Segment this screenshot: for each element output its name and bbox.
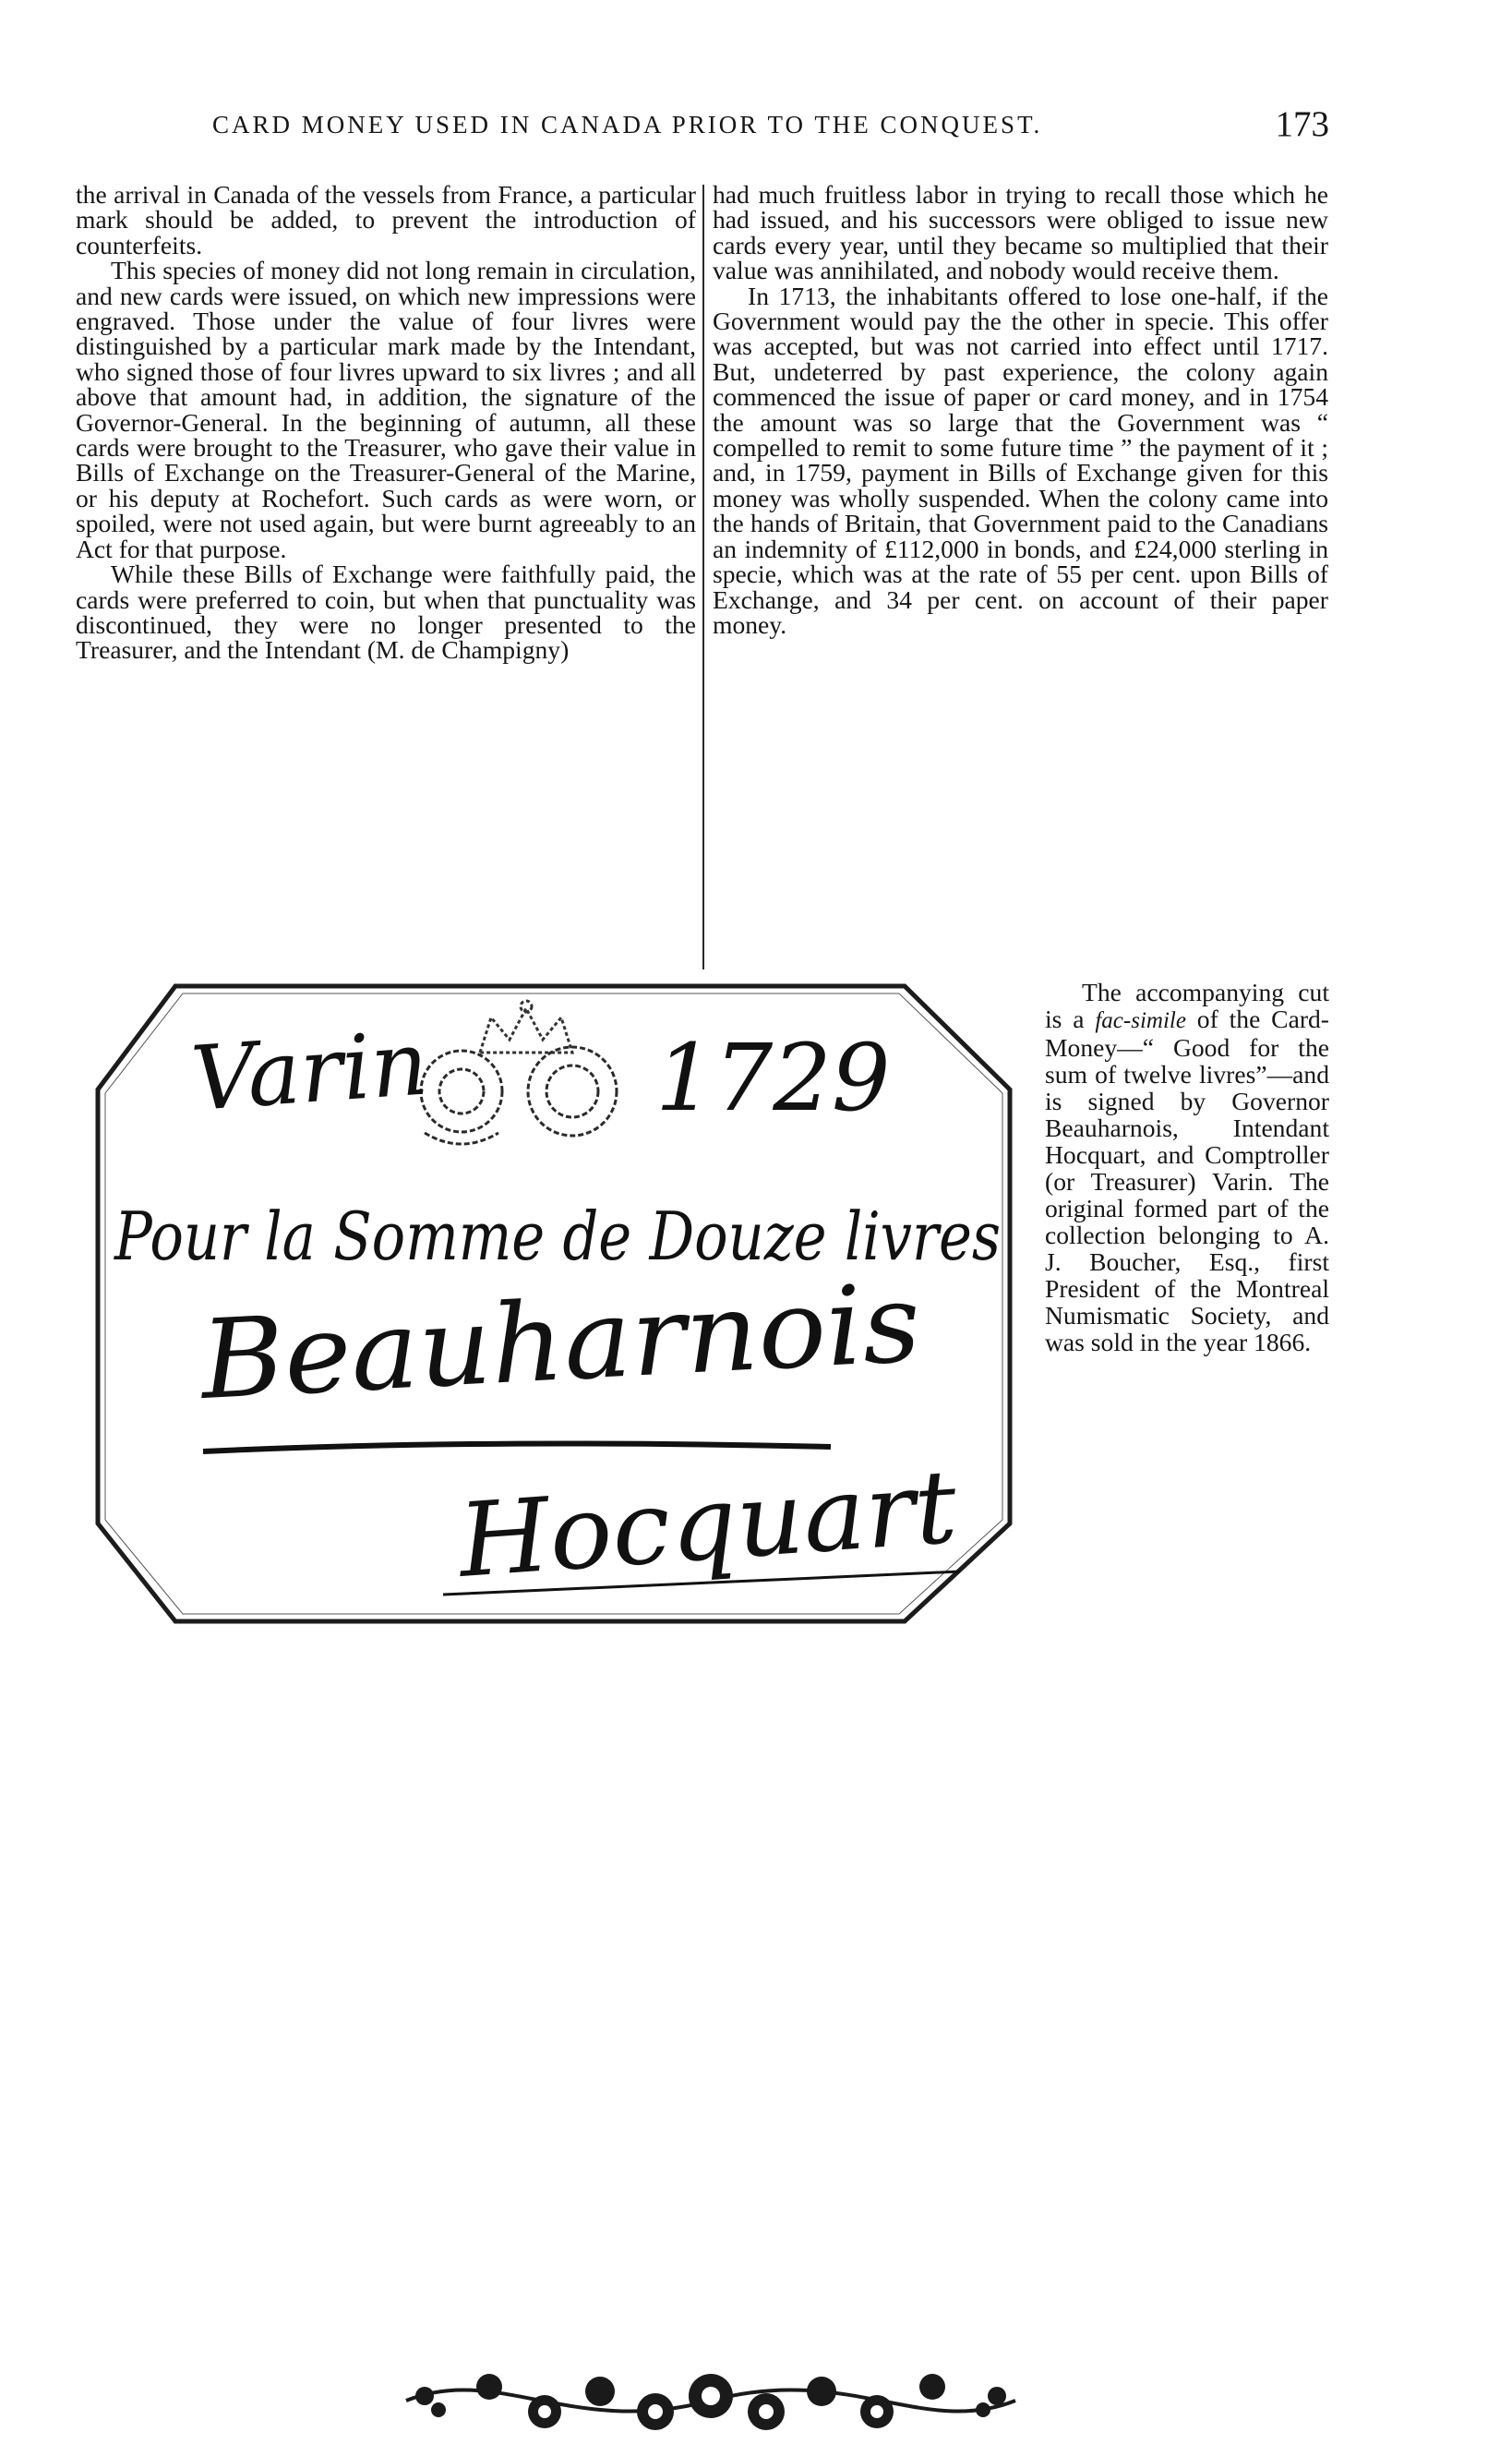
facsimile-caption [1045, 979, 1329, 1355]
signature-beauharnois: Beauharnois [198, 1259, 897, 1424]
card-money-facsimile [92, 981, 1015, 1627]
right-column [713, 182, 1328, 637]
column-divider [702, 185, 704, 969]
floral-ornament-icon [388, 2345, 1034, 2456]
left-paragraph-2: This species of money did not long remain in circulation, and new cards were issued, on which new impressions were engraved. Those under the value of four livres were distinguished by a particular mark made by the Intendant, who signed those of four livres upward to six livres ; and all above that amount had, in addition, the signature of the Governor-General. In the beginning of autumn, all these cards were brought to the Treasurer, who gave their value in Bills of Exchange on the Treasurer-General of the Marine, or his deputy at Rochefort. Such cards as were worn, or spoiled, were not used again, but were burnt agreeably to an Act for that purpose. [76, 256, 696, 563]
right-paragraph-2: In 1713, the inhabitants offered to lose one-half, if the Government would pay the the other in specie. This offer was accepted, but was not carried into effect until 1717. But, undeterred by past experience, the colony again commenced the issue of paper or card money, and in 1754 the amount was so large that the Government was “ compelled to remit to some future time ” the payment of it ; and, in 1759, payment in Bills of Exchange given for this money was wholly suspended. When the colony came into the hands of Britain, that Government paid to the Canadians an indemnity of £112,000 in bonds, and £24,000 sterling in specie, which was at the rate of 55 per cent. upon Bills of Exchange, and 34 per cent. on account of their paper money. [713, 281, 1328, 639]
signature-varin: Varin [187, 1011, 432, 1131]
page-number: 173 [1275, 104, 1329, 144]
right-paragraph-1: had much fruitless labor in trying to recall those which he had issued, and his successors were obliged to issue new cards every year, until they became so multiplied that their value was annihilated, and nobody would receive them. [713, 180, 1328, 285]
caption-paragraph [1045, 979, 1329, 1355]
handwritten-year: 1729 [655, 1024, 891, 1132]
left-paragraph-3: While these Bills of Exchange were faithfully paid, the cards were preferred to coin, but when that punctuality was discontinued, they were no longer presented to the Treasurer, and the Intendant (M. de Champigny) [76, 560, 696, 665]
caption-body: of the Card-Money—“ Good for the sum of twelve livres”—and is signed by Governor Beauharnois, Intendant Hocquart, and Comptroller (or Treasurer) Varin. The original formed part of the collection belonging to A. J. Boucher, Esq., first President of the Montreal Numismatic Society, and was sold in the year 1866. [1045, 1005, 1329, 1356]
signature-hocquart: Hocquart [454, 1448, 949, 1600]
caption-italic: fac-simile [1095, 1008, 1186, 1033]
handwritten-amount: Pour la Somme de Douze livres [113, 1198, 1002, 1275]
left-paragraph-1: the arrival in Canada of the vessels from France, a particular mark should be added, to prevent the introduction of counterfeits. [76, 180, 696, 259]
running-head [74, 103, 1329, 150]
left-column [76, 182, 696, 663]
running-title: CARD MONEY USED IN CANADA PRIOR TO THE CONQUEST. [212, 111, 1043, 138]
caption-lead: The accompanying cut is a [1045, 978, 1329, 1033]
